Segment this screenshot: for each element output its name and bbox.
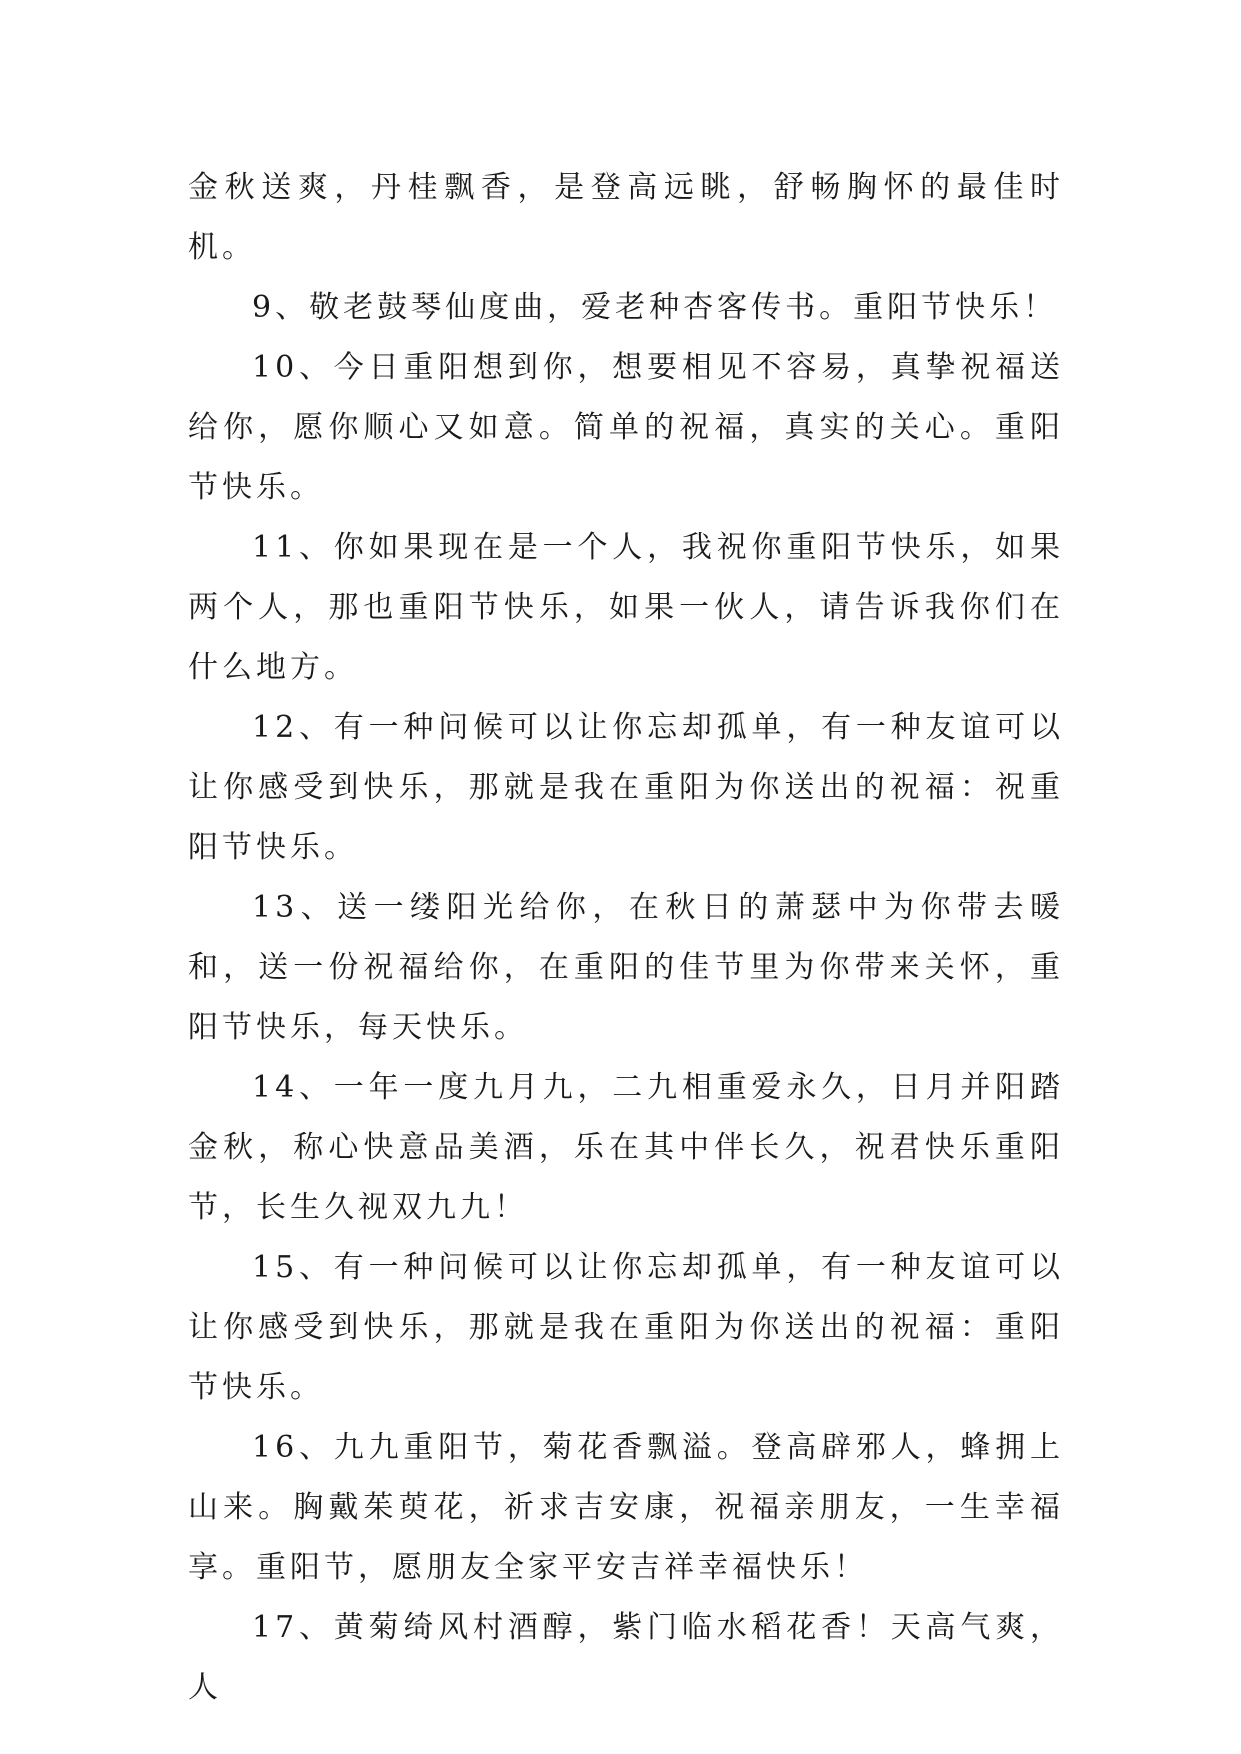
paragraph-item-12: 12、有一种问候可以让你忘却孤单，有一种友谊可以让你感受到快乐，那就是我在重阳为你送出的祝福：祝重阳节快乐。 xyxy=(188,710,1064,865)
document-body xyxy=(188,158,1064,1718)
paragraph-item-16: 16、九九重阳节，菊花香飘溢。登高辟邪人，蜂拥上山来。胸戴茱萸花，祈求吉安康，祝福亲朋友，一生幸福享。重阳节，愿朋友全家平安吉祥幸福快乐！ xyxy=(188,1430,1064,1585)
paragraph-item-13: 13、送一缕阳光给你，在秋日的萧瑟中为你带去暖和，送一份祝福给你，在重阳的佳节里为你带来关怀，重阳节快乐，每天快乐。 xyxy=(188,890,1064,1045)
paragraph-item-14: 14、一年一度九月九，二九相重爱永久，日月并阳踏金秋，称心快意品美酒，乐在其中伴长久，祝君快乐重阳节，长生久视双九九！ xyxy=(188,1070,1064,1225)
paragraph-item-11: 11、你如果现在是一个人，我祝你重阳节快乐，如果两个人，那也重阳节快乐，如果一伙人，请告诉我你们在什么地方。 xyxy=(188,530,1064,685)
paragraph-item-9: 9、敬老鼓琴仙度曲，爱老种杏客传书。重阳节快乐！ xyxy=(252,290,1058,325)
paragraph-item-15: 15、有一种问候可以让你忘却孤单，有一种友谊可以让你感受到快乐，那就是我在重阳为你送出的祝福：重阳节快乐。 xyxy=(188,1250,1064,1405)
paragraph-item-10: 10、今日重阳想到你，想要相见不容易，真挚祝福送给你，愿你顺心又如意。简单的祝福，真实的关心。重阳节快乐。 xyxy=(188,350,1064,505)
paragraph-item-17: 17、黄菊绮风村酒醇，紫门临水稻花香！天高气爽，人 xyxy=(188,1610,1064,1705)
paragraph-continuation: 金秋送爽，丹桂飘香，是登高远眺，舒畅胸怀的最佳时机。 xyxy=(188,170,1064,265)
